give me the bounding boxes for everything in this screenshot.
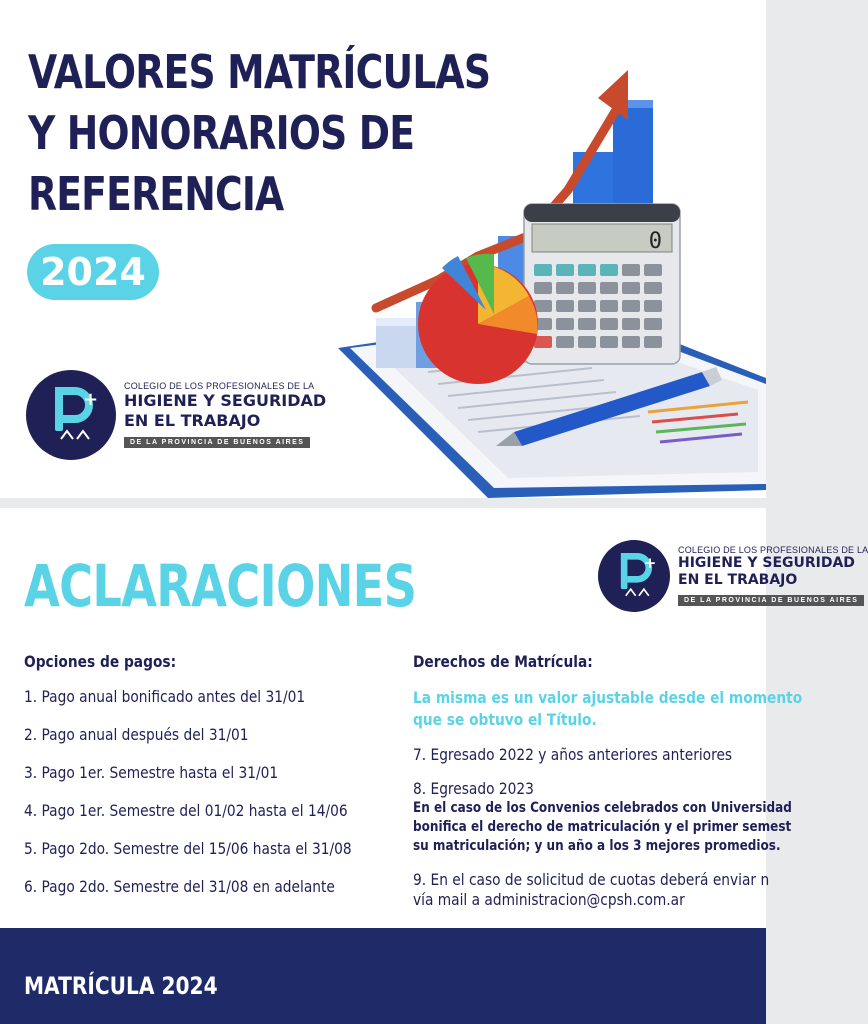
list-item: 5. Pago 2do. Semestre del 15/06 hasta el 31/08	[24, 839, 352, 858]
college-name	[678, 545, 868, 607]
college-name-line-2: EN EL TRABAJO	[124, 411, 261, 430]
aclaraciones-slide	[0, 508, 868, 1024]
college-name-line-2: EN EL TRABAJO	[678, 572, 798, 588]
svg-text:+: +	[83, 389, 99, 410]
payment-options-heading: Opciones de pagos:	[24, 652, 177, 671]
cover-title-line-1: VALORES MATRÍCULAS	[28, 45, 491, 99]
footer-band	[0, 928, 766, 1024]
cover-slide	[0, 0, 766, 498]
matricula-rights-heading: Derechos de Matrícula:	[413, 652, 593, 671]
list-item: 1. Pago anual bonificado antes del 31/01	[24, 687, 306, 706]
cover-title-line-2: Y HONORARIOS DE	[28, 106, 415, 160]
college-name-line-1: HIGIENE Y SEGURIDAD	[678, 555, 855, 571]
aclaraciones-title: ACLARACIONES	[24, 552, 417, 620]
item-8: 8. Egresado 2023	[413, 779, 534, 798]
list-item: 4. Pago 1er. Semestre del 01/02 hasta el 14/06	[24, 801, 348, 820]
college-logo-small	[598, 540, 868, 612]
convenios-line-2: bonifica el derecho de matriculación y el primer semest	[413, 819, 792, 835]
adjustable-note-line-2: que se obtuvo el Título.	[413, 710, 597, 729]
college-emblem-icon	[26, 370, 116, 460]
svg-text:+: +	[643, 554, 657, 572]
college-province-bar: DE LA PROVINCIA DE BUENOS AIRES	[124, 437, 310, 448]
year-badge: 2024	[27, 244, 159, 300]
payment-options-list	[24, 687, 352, 915]
list-item: 2. Pago anual después del 31/01	[24, 725, 249, 744]
calculator-icon	[524, 204, 680, 364]
adjustable-note-line-1: La misma es un valor ajustable desde el momento	[413, 688, 803, 707]
footer-title: MATRÍCULA 2024	[24, 972, 218, 1000]
college-name	[124, 381, 326, 449]
college-logo	[26, 370, 326, 460]
item-7: 7. Egresado 2022 y años anteriores anteriores	[413, 745, 733, 764]
convenios-line-3: su matriculación; y un año a los 3 mejores promedios.	[413, 838, 781, 854]
list-item: 3. Pago 1er. Semestre hasta el 31/01	[24, 763, 279, 782]
college-name-line-1: HIGIENE Y SEGURIDAD	[124, 391, 327, 410]
cover-title-line-3: REFERENCIA	[28, 167, 284, 221]
convenios-line-1: En el caso de los Convenios celebrados con Universidad	[413, 800, 792, 816]
calculator-display: 0	[648, 229, 662, 254]
college-name-small: COLEGIO DE LOS PROFESIONALES DE LA	[678, 545, 868, 555]
college-emblem-icon	[598, 540, 670, 612]
item-9-line-2: vía mail a administracion@cpsh.com.ar	[413, 890, 685, 909]
payment-options	[24, 652, 352, 915]
college-name-small: COLEGIO DE LOS PROFESIONALES DE LA	[124, 381, 315, 391]
item-9-line-1: 9. En el caso de solicitud de cuotas deberá enviar n	[413, 870, 770, 889]
finance-illustration	[318, 60, 766, 498]
list-item: 6. Pago 2do. Semestre del 31/08 en adelante	[24, 877, 335, 896]
college-province-bar: DE LA PROVINCIA DE BUENOS AIRES	[678, 595, 864, 606]
matricula-rights	[413, 652, 802, 910]
